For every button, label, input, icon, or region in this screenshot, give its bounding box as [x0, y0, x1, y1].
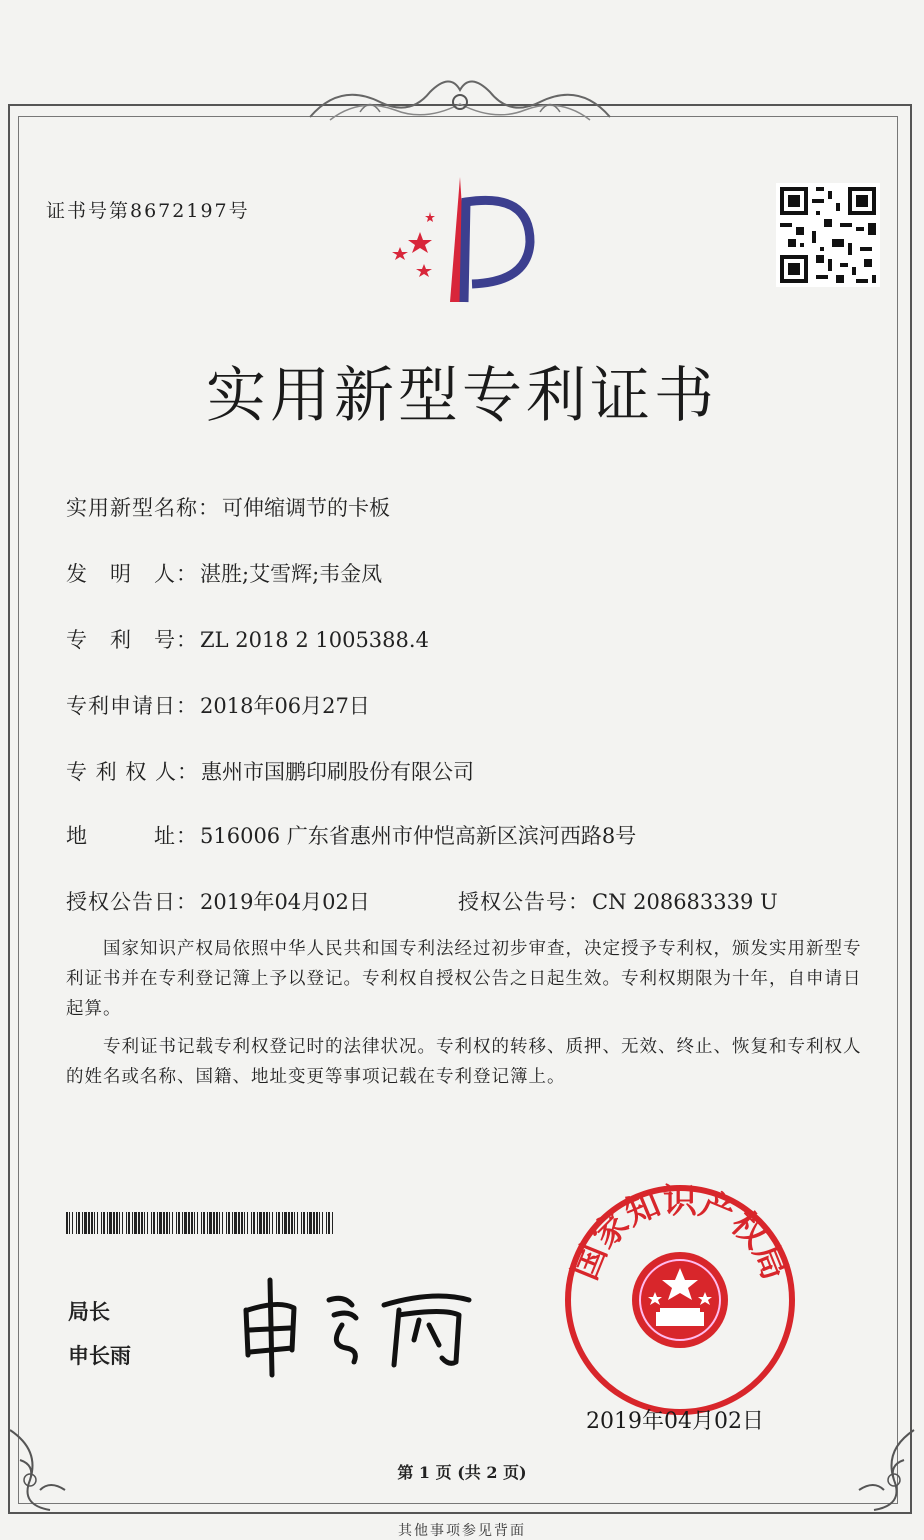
director-name: 申长雨 [68, 1344, 131, 1368]
page-number: 第 1 页 (共 2 页) [397, 1463, 527, 1482]
official-seal [560, 1180, 800, 1420]
application-date-row [66, 690, 370, 720]
director-signature [234, 1270, 484, 1380]
body-paragraph-2: 专利证书记载专利权登记时的法律状况。专利权的转移、质押、无效、终止、恢复和专利权人的姓名或名称、国籍、地址变更等事项记载在专利登记簿上。 [66, 1037, 862, 1087]
certificate-title: 实用新型专利证书 [206, 361, 718, 431]
grant-number-row [458, 886, 778, 916]
utility-model-name-row [66, 492, 390, 522]
inventor-value: 湛胜;艾雪辉;韦金凤 [200, 562, 383, 586]
grant-date-label: 授权公告日： [66, 890, 198, 914]
address-row [66, 820, 636, 850]
grant-date-value: 2019年04月02日 [200, 890, 370, 914]
grant-date-row [66, 886, 370, 916]
inventor-label: 发 明 人： [66, 562, 198, 586]
application-date-label: 专利申请日： [66, 694, 198, 718]
bottom-note: 其他事项参见背面 [398, 1523, 526, 1539]
seal-date: 2019年04月02日 [586, 1409, 764, 1434]
patent-number-label: 专 利 号： [66, 628, 198, 652]
application-date-value: 2018年06月27日 [200, 694, 370, 718]
patent-number-row [66, 624, 429, 654]
director-title: 局长 [68, 1300, 110, 1324]
patentee-value: 惠州市国鹏印刷股份有限公司 [201, 760, 475, 784]
barcode [66, 1212, 336, 1234]
address-label: 地 址： [66, 824, 198, 848]
patent-office-logo [380, 172, 550, 307]
patentee-label: 专 利 权 人： [66, 760, 200, 784]
qr-code [776, 183, 880, 287]
utility-model-name-value: 可伸缩调节的卡板 [222, 496, 390, 520]
grant-number-label: 授权公告号： [458, 890, 590, 914]
top-ornament [300, 62, 620, 132]
inventor-row [66, 558, 382, 588]
seal-text: 国家知识产权局 [565, 1181, 795, 1286]
grant-number-value: CN 208683339 U [592, 890, 778, 914]
address-value: 516006 广东省惠州市仲恺高新区滨河西路8号 [200, 824, 637, 848]
utility-model-name-label: 实用新型名称： [66, 496, 220, 520]
patent-number-value: ZL 2018 2 1005388.4 [200, 628, 429, 652]
certificate-number: 证书号第8672197号 [46, 200, 250, 222]
patentee-row [66, 756, 474, 786]
body-paragraph-1: 国家知识产权局依照中华人民共和国专利法经过初步审查，决定授予专利权，颁发实用新型专利证书并在专利登记簿上予以登记。专利权自授权公告之日起生效。专利权期限为十年，自申请日起算。 [66, 939, 862, 1019]
